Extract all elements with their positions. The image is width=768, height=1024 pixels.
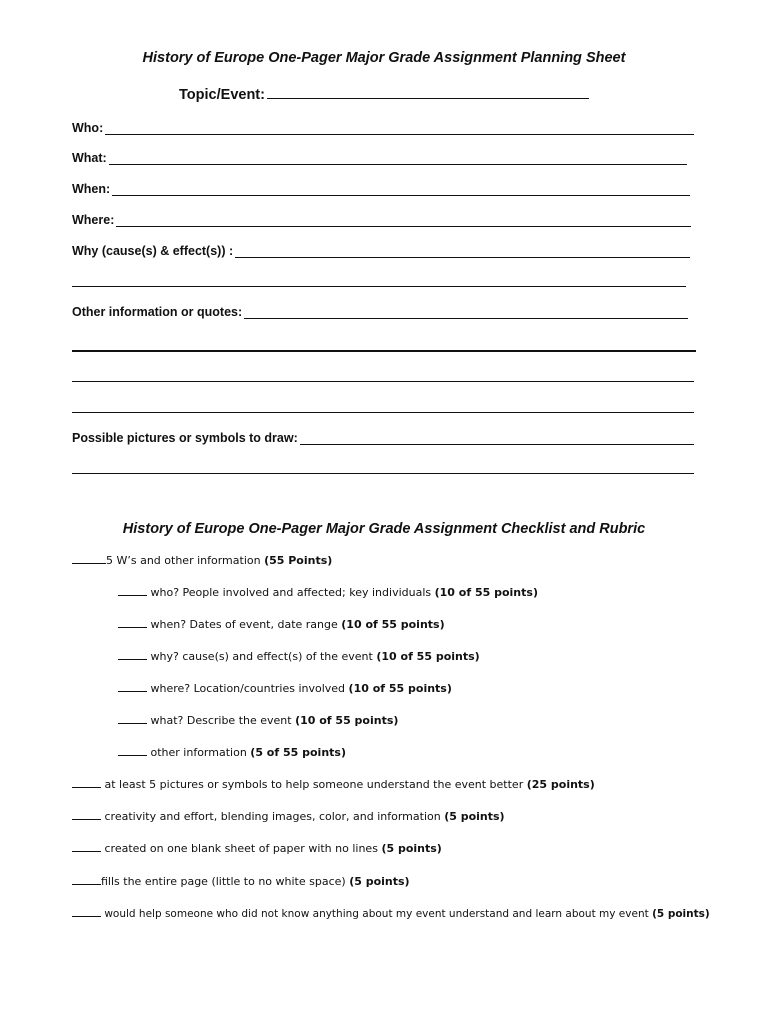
other-info-field [72, 301, 688, 319]
pictures-label: Possible pictures or symbols to draw: [72, 431, 298, 445]
item-points: (5 points) [381, 842, 442, 855]
item-points: (10 of 55 points) [341, 618, 445, 631]
topic-event-row [0, 84, 768, 103]
other-info-line-2[interactable] [72, 381, 694, 382]
item-text: what? Describe the event [150, 714, 292, 727]
checkbox-blank[interactable] [72, 841, 101, 852]
item-points: (25 points) [526, 778, 595, 791]
checklist-item [118, 585, 538, 599]
checkbox-blank[interactable] [118, 585, 147, 596]
checklist-item [72, 553, 332, 567]
other-info-line-3[interactable] [72, 412, 694, 413]
who-blank[interactable] [105, 121, 694, 135]
checkbox-blank[interactable] [118, 745, 147, 756]
item-text: why? cause(s) and effect(s) of the event [150, 650, 373, 663]
item-points: (5 points) [444, 810, 505, 823]
checklist-item [72, 777, 595, 791]
item-text: 5 W’s and other information [106, 554, 261, 567]
why-extra-line[interactable] [72, 286, 686, 287]
planning-sheet-title: History of Europe One-Pager Major Grade Assignment Planning Sheet [142, 50, 626, 66]
who-field [72, 117, 694, 135]
item-points: (5 points) [349, 875, 410, 888]
item-text: fills the entire page (little to no white space) [101, 875, 346, 888]
item-text: when? Dates of event, date range [150, 618, 338, 631]
topic-event-label: Topic/Event: [179, 87, 265, 103]
checkbox-blank[interactable] [72, 553, 106, 564]
item-text: who? People involved and affected; key individuals [150, 586, 432, 599]
pictures-extra-line[interactable] [72, 473, 694, 474]
checklist-item [72, 841, 442, 855]
when-label: When: [72, 182, 111, 196]
other-info-blank[interactable] [244, 305, 688, 319]
item-points: (55 Points) [264, 554, 333, 567]
other-info-label: Other information or quotes: [72, 305, 243, 319]
why-label: Why (cause(s) & effect(s)) : [72, 244, 234, 258]
checkbox-blank[interactable] [72, 809, 101, 820]
item-text: where? Location/countries involved [150, 682, 349, 695]
when-field [72, 178, 690, 196]
checklist-item [118, 745, 346, 759]
topic-event-blank[interactable] [267, 84, 589, 99]
item-points: (10 of 55 points) [434, 586, 538, 599]
what-field [72, 147, 687, 165]
checkbox-blank[interactable] [118, 617, 147, 628]
item-text: at least 5 pictures or symbols to help someone understand the event better [104, 778, 524, 791]
when-blank[interactable] [112, 182, 690, 196]
checkbox-blank[interactable] [118, 713, 147, 724]
checkbox-blank[interactable] [118, 681, 147, 692]
item-points: (10 of 55 points) [295, 714, 399, 727]
pictures-field [72, 427, 694, 445]
where-blank[interactable] [116, 213, 691, 227]
item-points: (10 of 55 points) [376, 650, 480, 663]
item-text: created on one blank sheet of paper with no lines [104, 842, 378, 855]
item-text: other information [150, 746, 247, 759]
checklist-item [118, 617, 445, 631]
checklist-item [72, 906, 710, 920]
other-info-line-1[interactable] [72, 350, 696, 352]
checkbox-blank[interactable] [118, 649, 147, 660]
item-points: (5 points) [652, 908, 710, 920]
what-label: What: [72, 151, 107, 165]
checklist-item [72, 809, 505, 823]
item-text: creativity and effort, blending images, color, and information [104, 810, 441, 823]
checklist-title: History of Europe One-Pager Major Grade Assignment Checklist and Rubric [122, 521, 646, 537]
checklist-item [118, 713, 398, 727]
why-field [72, 240, 690, 258]
what-blank[interactable] [109, 151, 687, 165]
why-blank[interactable] [235, 244, 690, 258]
checkbox-blank[interactable] [72, 777, 101, 788]
where-field [72, 209, 691, 227]
item-points: (10 of 55 points) [348, 682, 452, 695]
checkbox-blank[interactable] [72, 874, 101, 885]
checklist-item [72, 874, 410, 888]
checklist-item [118, 681, 452, 695]
where-label: Where: [72, 213, 115, 227]
checklist-item [118, 649, 480, 663]
pictures-blank[interactable] [300, 431, 694, 445]
who-label: Who: [72, 121, 104, 135]
item-points: (5 of 55 points) [250, 746, 346, 759]
checkbox-blank[interactable] [72, 906, 101, 917]
item-text: would help someone who did not know anything about my event understand and learn about my event [104, 908, 649, 920]
